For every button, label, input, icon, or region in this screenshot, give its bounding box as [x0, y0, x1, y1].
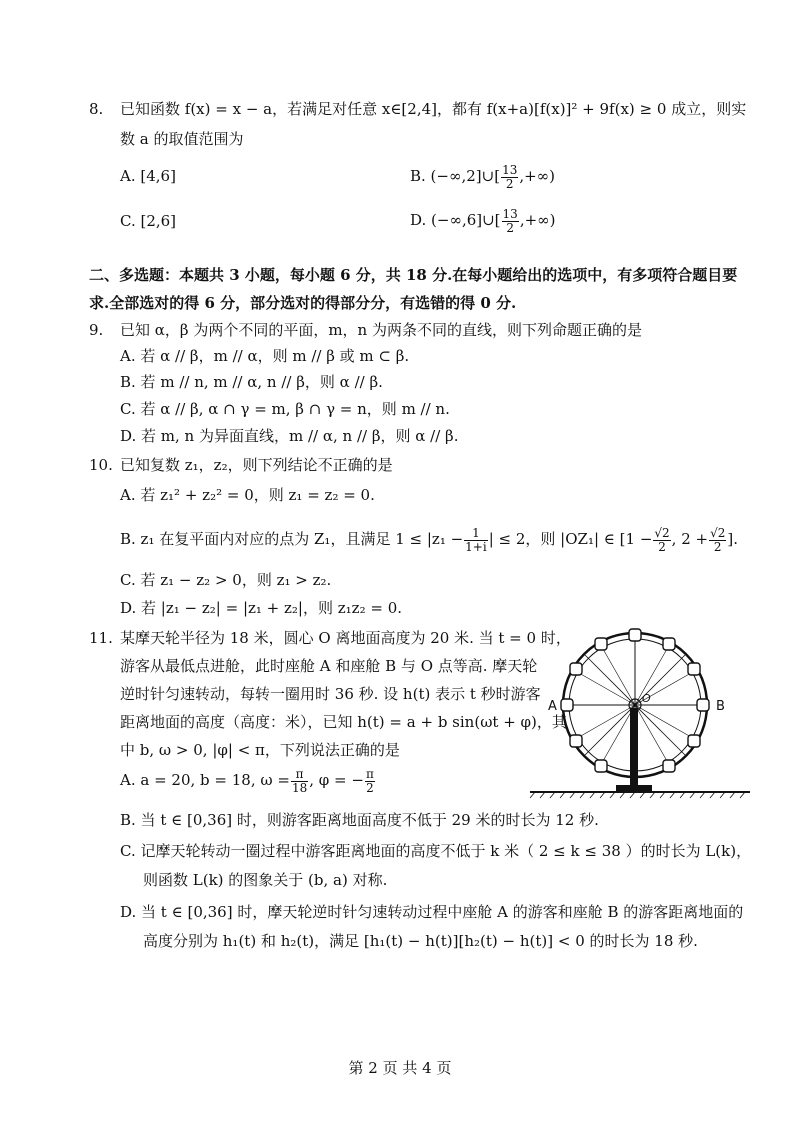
q8-stem-line1: 已知函数 f(x) = x − a，若满足对任意 x∈[2,4]，都有 f(x+a)[f(x)]² + 9f(x) ≥ 0 成立，则实 [120, 100, 747, 118]
cabin [570, 735, 582, 747]
q8-stem-line2: 数 a 的取值范围为 [120, 130, 244, 148]
page-footer: 第 2 页 共 4 页 [348, 1059, 452, 1077]
q9-stem: 已知 α，β 为两个不同的平面，m，n 为两条不同的直线，则下列命题正确的是 [120, 321, 642, 339]
q11-number: 11. [89, 629, 113, 647]
q8-option-d-fraction: $\frac{13}{2}$ [502, 206, 518, 235]
q8-option-a: A. [4,6] [120, 167, 176, 185]
q8-option-c: C. [2,6] [120, 212, 177, 230]
q11-stem-line1: 某摩天轮半径为 18 米，圆心 O 离地面高度为 20 米. 当 t = 0 时， [120, 629, 571, 647]
q11-option-c-line1: C. 记摩天轮转动一圈过程中游客距离地面的高度不低于 k 米（ 2 ≤ k ≤ 38 ）的时长为 L(k)， [120, 842, 752, 860]
cabin [697, 699, 709, 711]
q11-stem-line3: 逆时针匀速转动，每转一圈用时 36 秒. 设 h(t) 表示 t 秒时游客 [120, 685, 541, 703]
cabin [570, 663, 582, 675]
q9-option-b: B. 若 m // n, m // α, n // β，则 α // β. [120, 373, 383, 391]
cabin [663, 760, 675, 772]
q10-option-a: A. 若 z₁² + z₂² = 0，则 z₁ = z₂ = 0. [120, 486, 375, 504]
q10-number: 10. [89, 456, 113, 474]
section2-header-line1: 二、多选题：本题共 3 小题，每小题 6 分，共 18 分.在每小题给出的选项中，有多项符合题目要 [89, 266, 738, 284]
q8-option-d: D. (−∞,6]∪[ $\frac{13}{2}$ ,+∞) [410, 206, 556, 235]
figure-label-a: A [548, 699, 557, 714]
q10-option-b-fraction-2: $\frac{√2}{2}$ [654, 525, 670, 554]
figure-label-b: B [716, 699, 725, 714]
q11-option-d-line1: D. 当 t ∈ [0,36] 时，摩天轮逆时针匀速转动过程中座舱 A 的游客和座舱 B 的游客距离地面的 [120, 903, 744, 921]
q10-option-d: D. 若 |z₁ − z₂| = |z₁ + z₂|，则 z₁z₂ = 0. [120, 599, 403, 617]
cabin [561, 699, 573, 711]
section2-header-line2: 求.全部选对的得 6 分，部分选对的得部分分，有选错的得 0 分. [89, 294, 517, 312]
q10-option-b: B. z₁ 在复平面内对应的点为 Z₁，且满足 1 ≤ |z₁ − $\frac{1}{1+i}$ | ≤ 2，则 |OZ₁| ∈ [1 − $\frac{√2}{2}$ , 2 + $\frac{√2}{2}$ ]. [120, 525, 738, 554]
cabin [629, 629, 641, 641]
q8-number: 8. [89, 100, 104, 118]
figure-label-o: O [642, 692, 651, 705]
q9-option-a: A. 若 α // β，m // α，则 m // β 或 m ⊂ β. [120, 347, 410, 365]
q11-stem-line2: 游客从最低点进舱，此时座舱 A 和座舱 B 与 O 点等高. 摩天轮 [120, 657, 538, 675]
q11-option-c-line2: 则函数 L(k) 的图象关于 (b, a) 对称. [143, 871, 388, 889]
q9-option-d: D. 若 m, n 为异面直线，m // α, n // β，则 α // β. [120, 427, 459, 445]
tower-base [616, 785, 652, 792]
q11-stem-line4: 距离地面的高度（高度：米），已知 h(t) = a + b sin(ωt + φ)，其 [120, 713, 567, 731]
cabin [688, 663, 700, 675]
q11-option-a-fraction-2: $\frac{\pi}{2}$ [365, 766, 374, 795]
support-tower [630, 708, 638, 788]
q11-option-a-fraction-1: $\frac{\pi}{18}$ [291, 766, 308, 795]
q9-option-c: C. 若 α // β, α ∩ γ = m, β ∩ γ = n，则 m // n. [120, 400, 450, 418]
cabin [663, 638, 675, 650]
q11-stem-line5: 中 b, ω > 0, |φ| < π，下列说法正确的是 [120, 741, 400, 759]
q10-option-b-fraction-3: $\frac{√2}{2}$ [710, 525, 726, 554]
q8-option-b-fraction: $\frac{13}{2}$ [502, 162, 518, 191]
q11-option-d-line2: 高度分别为 h₁(t) 和 h₂(t)，满足 [h₁(t) − h(t)][h₂(t) − h(t)] < 0 的时长为 18 秒. [143, 932, 698, 950]
ferris-wheel-figure [530, 620, 750, 802]
q8-option-b: B. (−∞,2]∪[ $\frac{13}{2}$ ,+∞) [410, 162, 556, 191]
cabin [595, 760, 607, 772]
q10-option-c: C. 若 z₁ − z₂ > 0，则 z₁ > z₂. [120, 571, 332, 589]
cabin [688, 735, 700, 747]
q9-number: 9. [89, 321, 104, 339]
q10-stem: 已知复数 z₁，z₂，则下列结论不正确的是 [120, 456, 393, 474]
q11-option-b: B. 当 t ∈ [0,36] 时，则游客距离地面高度不低于 29 米的时长为 12 秒. [120, 811, 599, 829]
q10-option-b-fraction-1: $\frac{1}{1+i}$ [465, 525, 487, 554]
q11-option-a: A. a = 20, b = 18, ω = $\frac{\pi}{18}$ , φ = − $\frac{\pi}{2}$ [120, 766, 374, 795]
cabin [595, 638, 607, 650]
